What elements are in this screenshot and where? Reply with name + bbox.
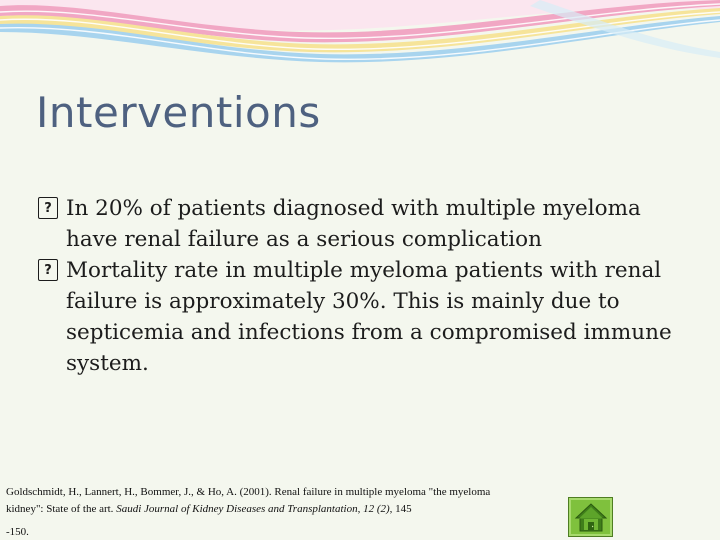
citation-pages-end: -150.	[6, 526, 29, 538]
bullet-marker-icon: ?	[36, 258, 60, 282]
bullet-list	[36, 193, 686, 379]
bullet-text: In 20% of patients diagnosed with multiple myeloma have renal failure as a serious complication	[66, 196, 641, 252]
citation-authors-title: Goldschmidt, H., Lannert, H., Bommer, J., & Ho, A. (2001). Renal failure in multiple myeloma "the myeloma kidney": State of the art.	[6, 486, 491, 515]
bullet-item	[36, 255, 686, 379]
citation-pages-start: 145	[395, 503, 412, 515]
home-icon	[573, 501, 609, 534]
citation	[6, 484, 526, 540]
slide-title: Interventions	[36, 88, 321, 137]
header-wave-decoration	[0, 0, 720, 80]
bullet-marker-icon: ?	[36, 196, 60, 220]
bullet-text: Mortality rate in multiple myeloma patients with renal failure is approximately 30%. This is mainly due to septicemia and infections from a compromised immune system.	[66, 258, 672, 376]
bullet-item	[36, 193, 686, 255]
citation-journal: Saudi Journal of Kidney Diseases and Transplantation, 12 (2),	[116, 503, 396, 515]
home-button[interactable]	[568, 497, 613, 537]
